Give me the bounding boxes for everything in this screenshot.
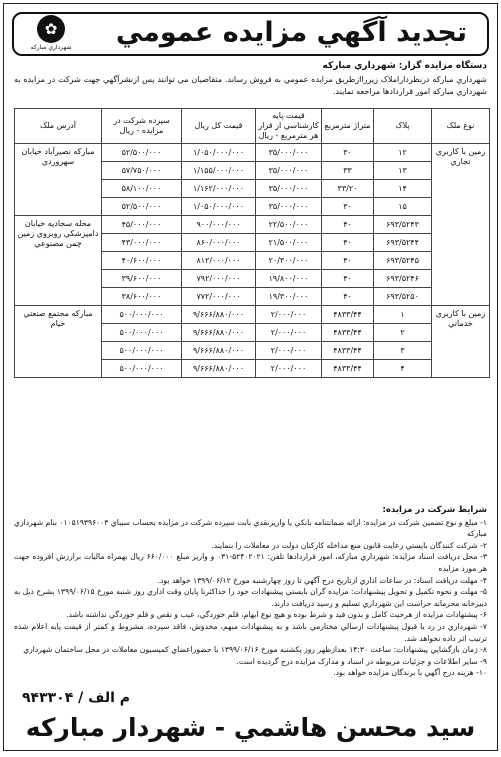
condition-item: ۳- محل دريافت اسناد مزايده: شهرداري مباركه، امور قراردادها تلفن: ۵۲۴۰۲۰۲۱-۰۳۱ و واريز مبلغ ۶۶۰/۰۰۰ ريال بهمراه ماليات برارزش افزوده جهت هر مورد مزايده (14, 552, 487, 573)
metraj-cell: ۴۸۳۳/۴۴ (322, 342, 374, 360)
total-price-cell: ۸۱۲/۰۰۰/۰۰۰ (182, 252, 256, 270)
col-header-plak: پلاک (374, 109, 432, 144)
deposit-cell: ۴۵/۰۰۰/۰۰۰ (102, 216, 182, 234)
base-price-cell: ۲۱/۵۰۰/۰۰۰ (256, 234, 322, 252)
plak-cell: ۱۴ (374, 180, 432, 198)
total-price-cell: ۷۷۲/۰۰۰/۰۰۰ (182, 288, 256, 306)
total-price-cell: ۱/۱۵۵/۰۰۰/۰۰۰ (182, 162, 256, 180)
property-table (14, 108, 490, 378)
address-cell: مباركه مجتمع صنعتي خيام (15, 306, 102, 378)
deposit-cell: ۵۰۰/۰۰۰/۰۰۰ (102, 324, 182, 342)
address-cell: مباركه نصيرآباد خيابان سهروردي (15, 144, 102, 216)
metraj-cell: ۴۰ (322, 234, 374, 252)
base-price-cell: ۲/۰۰۰/۰۰۰ (256, 306, 322, 324)
metraj-cell: ۴۸۳۳/۴۴ (322, 360, 374, 378)
title-banner (12, 12, 489, 56)
plak-cell: ۶۹۳/۵۲۴۶ (374, 270, 432, 288)
metraj-cell: ۳۰ (322, 144, 374, 162)
plak-cell: ۶۹۳/۵۲۴۵ (374, 252, 432, 270)
plak-cell: ۶۹۳/۵۲۴۴ (374, 234, 432, 252)
deposit-cell: ۴۰/۶۰۰/۰۰۰ (102, 252, 182, 270)
metraj-cell: ۴۰ (322, 270, 374, 288)
base-price-cell: ۳۵/۰۰۰/۰۰۰ (256, 162, 322, 180)
property-type-cell: زمين با کاربري تجاري (432, 144, 490, 306)
condition-item: ۲- شركت كنندگان بايستي رعايت قانون منع مداخله کارکنان دولت در معاملات را بنمايند. (211, 540, 487, 550)
table-header-row (15, 109, 490, 144)
base-price-cell: ۲۲/۵۰۰/۰۰۰ (256, 216, 322, 234)
deposit-cell: ۳۹/۶۰۰/۰۰۰ (102, 270, 182, 288)
plak-cell: ۶۹۳/۵۲۵۰ (374, 288, 432, 306)
plak-cell: ۳ (374, 342, 432, 360)
logo-caption: شهرداري مباركه (30, 44, 72, 51)
plak-cell: ۱۳ (374, 162, 432, 180)
deposit-cell: ۳۸/۶۰۰/۰۰۰ (102, 288, 182, 306)
condition-item: ۵- مهلت و نحوه تکميل و تحويل پيشنهادات: مزايده گران بايستي پيشنهادات خود را حداکثرتا پايان وقت اداري روز شنبه مورخ ۱۳۹۹/۰۶/۱۵ بشرح ذيل به دبيرخانه محرمانه حراست اين شهرداري تسليم و رسيد دريافت دارند. (14, 587, 487, 608)
col-header-type: نوع ملک (432, 109, 490, 144)
metraj-cell: ۴۸۳۳/۴۴ (322, 324, 374, 342)
organizer-line: دستگاه مزايده گزار: شهرداري مباركه (322, 61, 487, 71)
deposit-cell: ۵۰۰/۰۰۰/۰۰۰ (102, 342, 182, 360)
conditions-title: شرايط شركت در مزايده: (382, 505, 487, 515)
deposit-cell: ۵۸/۱۰۰/۰۰۰ (102, 180, 182, 198)
condition-item: ۸- زمان بازگشايي پيشنهادات: ساعت ۱۴:۳۰ بعدازظهر روز يکشنبه مورخ ۱۳۹۹/۰۶/۱۶ با حضوراعضاي کميسيون معاملات در محل ساختمان شهرداري (23, 645, 487, 655)
total-price-cell: ۱/۰۵۰/۰۰۰/۰۰۰ (182, 198, 256, 216)
plak-cell: ۱۵ (374, 198, 432, 216)
base-price-cell: ۳۵/۰۰۰/۰۰۰ (256, 180, 322, 198)
metraj-cell: ۴۰ (322, 288, 374, 306)
table-row (15, 144, 490, 162)
notice-title: تجديد آگهي مزايده عمومي (115, 17, 467, 48)
metraj-cell: ۳۳ (322, 162, 374, 180)
base-price-cell: ۳۵/۰۰۰/۰۰۰ (256, 144, 322, 162)
municipality-logo (20, 15, 82, 55)
base-price-cell: ۲/۰۰۰/۰۰۰ (256, 342, 322, 360)
deposit-cell: ۵۲/۵۰۰/۰۰۰ (102, 144, 182, 162)
total-price-cell: ۹۰۰/۰۰۰/۰۰۰ (182, 216, 256, 234)
condition-item: ۱- مبلغ و نوع تضمين شركت در مزايده: ارائه ضمانتنامه بانکي يا واريزنقدي بابت سپرده شركت در مزايده بحساب سيباي ۰۱۰۵۱۹۳۹۶۰۰۳ بنام شهرداري مباركه (14, 517, 487, 539)
deposit-cell: ۵۷/۷۵۰/۰۰۰ (102, 162, 182, 180)
plak-cell: ۶۹۳/۵۲۴۳ (374, 216, 432, 234)
emblem-icon: ✿ (37, 15, 65, 43)
metraj-cell: ۳۰ (322, 198, 374, 216)
intro-paragraph: شهرداري مباركه درنظرداراملاک زيرراازطريق مزايده عمومي به فروش رساند. متقاضيان مي توانند پس ازنشرآگهي جهت شركت در مزايده به شهرداري مباركه امور قراردادها مراجعه نمايند. (14, 75, 487, 96)
base-price-cell: ۲/۰۰۰/۰۰۰ (256, 324, 322, 342)
base-price-cell: ۱۹/۸۰۰/۰۰۰ (256, 270, 322, 288)
deposit-cell: ۵۲/۵۰۰/۰۰۰ (102, 198, 182, 216)
notice-page (3, 3, 498, 751)
signature-line: سيد محسن هاشمي - شهردار مباركه (25, 713, 476, 742)
metraj-cell: ۴۰ (322, 252, 374, 270)
table-row (15, 216, 490, 234)
deposit-cell: ۵۰۰/۰۰۰/۰۰۰ (102, 306, 182, 324)
plak-cell: ۲ (374, 324, 432, 342)
col-header-address: آدرس ملک (15, 109, 102, 144)
base-price-cell: ۱۹/۳۰۰/۰۰۰ (256, 288, 322, 306)
total-price-cell: ۹/۶۶۶/۸۸۰/۰۰۰ (182, 342, 256, 360)
metraj-cell: ۴۰ (322, 216, 374, 234)
col-header-total-price: قيمت کل ريال (182, 109, 256, 144)
total-price-cell: ۷۹۲/۰۰۰/۰۰۰ (182, 270, 256, 288)
condition-item: ۱۰- هزينه درج آگهي با برندگان مزايده خواهد بود. (333, 668, 487, 678)
conditions-section (14, 505, 487, 679)
condition-item: ۹- ساير اطلاعات و جزئيات مربوطه در اسناد و مدارک مزايده درج گرديده است. (236, 656, 487, 666)
total-price-cell: ۹/۶۶۶/۸۸۰/۰۰۰ (182, 306, 256, 324)
property-type-cell: زمين با کاربري خدماتي (432, 306, 490, 378)
condition-item: ۶- پيشنهادات مزايده از هرحيث کامل و بدون قيد و شرط بوده و هيچ نوع ابهام، قلم خوردگي، عيب و نقص و قلم خوردگي نداشته باشد. (66, 610, 487, 620)
col-header-deposit: سپرده شركت در مزايده - ريال (102, 109, 182, 144)
plak-cell: ۱ (374, 306, 432, 324)
condition-item: ۷- شهرداري در رد يا قبول پيشنهادات ارسالي مختارمي باشد و به پيشنهادات مبهم، مخدوش، فاقد سپرده، مشروط و کمتر از قيمت پايه اعلام شده ترتيب اثر داده نخواهد شد. (14, 621, 487, 643)
base-price-cell: ۲/۰۰۰/۰۰۰ (256, 360, 322, 378)
deposit-cell: ۵۰۰/۰۰۰/۰۰۰ (102, 360, 182, 378)
metraj-cell: ۴۸۳۳/۴۴ (322, 306, 374, 324)
total-price-cell: ۸۶۰/۰۰۰/۰۰۰ (182, 234, 256, 252)
metraj-cell: ۳۳/۲۰ (322, 180, 374, 198)
table-row (15, 306, 490, 324)
condition-item: ۴- مهلت دريافت اسناد: در ساعات اداري ازتاريخ درج آگهي تا روز چهارشنبه مورخ ۱۳۹۹/۰۶/۱۲ خواهد بود. (157, 575, 487, 585)
deposit-cell: ۴۳/۰۰۰/۰۰۰ (102, 234, 182, 252)
total-price-cell: ۹/۶۶۶/۸۸۰/۰۰۰ (182, 360, 256, 378)
base-price-cell: ۳۵/۰۰۰/۰۰۰ (256, 198, 322, 216)
col-header-base-price: قيمت پايه کارشناسي از قرار هر مترمربع - ريال (256, 109, 322, 144)
address-cell: محله سجاديه خيابان دامپزشکي روبروي زمين چمن مصنوعي (15, 216, 102, 306)
base-price-cell: ۲۰/۳۰۰/۰۰۰ (256, 252, 322, 270)
col-header-metraj: متراژ مترمربع (322, 109, 374, 144)
plak-cell: ۱۲ (374, 144, 432, 162)
total-price-cell: ۱/۰۵۰/۰۰۰/۰۰۰ (182, 144, 256, 162)
total-price-cell: ۹/۶۶۶/۸۸۰/۰۰۰ (182, 324, 256, 342)
reference-number: ۹۴۳۳۰۴ / م الف (22, 690, 131, 706)
total-price-cell: ۱/۱۶۲/۰۰۰/۰۰۰ (182, 180, 256, 198)
plak-cell: ۴ (374, 360, 432, 378)
